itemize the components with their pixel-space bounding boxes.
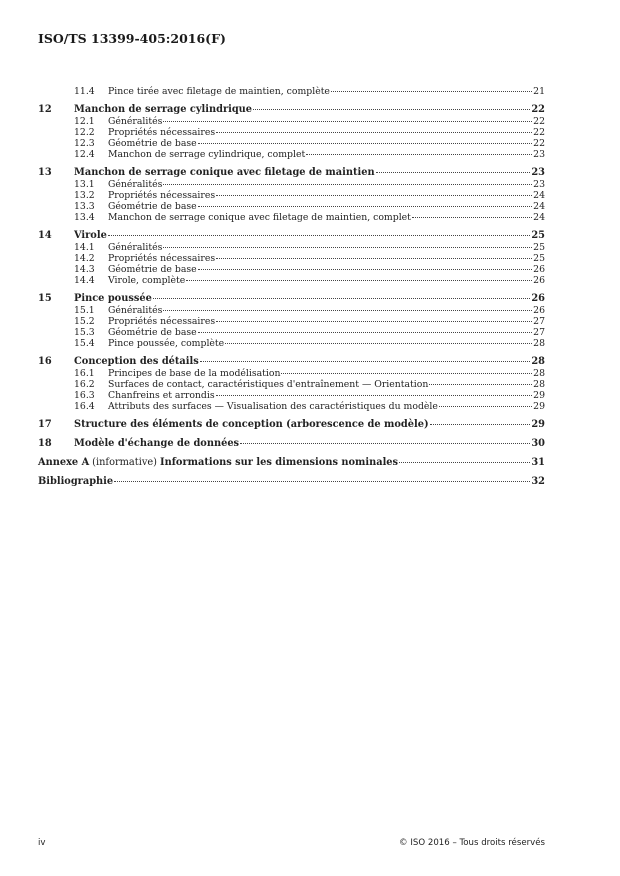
leader-dots — [163, 247, 532, 248]
entry-number: 16.2 — [74, 379, 95, 390]
entry-number: 15.3 — [74, 327, 95, 338]
leader-dots — [281, 373, 532, 374]
toc-section-heading[interactable] — [38, 229, 545, 242]
leader-dots — [163, 121, 532, 122]
leader-dots — [430, 424, 531, 425]
entry-page: 26 — [533, 264, 545, 275]
entry-number: 12.2 — [74, 127, 95, 138]
entry-number: 14.4 — [74, 275, 95, 286]
leader-dots — [200, 361, 531, 362]
entry-number: 16.3 — [74, 390, 95, 401]
entry-page: 27 — [533, 327, 545, 338]
leader-dots — [225, 343, 532, 344]
leader-dots — [216, 321, 532, 322]
page-number: iv — [38, 838, 46, 848]
document-id: ISO/TS 13399-405:2016(F) — [38, 31, 226, 46]
entry-title: Propriétés nécessaires — [108, 316, 216, 327]
entry-page: 24 — [533, 201, 545, 212]
toc-section — [38, 166, 545, 223]
toc-subentry[interactable] — [38, 201, 545, 212]
toc-subentry[interactable] — [38, 264, 545, 275]
entry-number: 14.1 — [74, 242, 95, 253]
entry-number: 16.4 — [74, 401, 95, 412]
entry-number: 13.4 — [74, 212, 95, 223]
leader-dots — [376, 172, 531, 173]
toc-section-heading[interactable] — [38, 103, 545, 116]
entry-number: 13.1 — [74, 179, 95, 190]
section-title: Pince poussée — [74, 293, 152, 304]
leader-dots — [216, 195, 532, 196]
entry-title: Géométrie de base — [108, 201, 197, 212]
annex-page: 31 — [531, 457, 545, 468]
toc-subentry[interactable] — [38, 138, 545, 149]
entry-page: 26 — [533, 275, 545, 286]
entry-title: Généralités — [108, 305, 163, 316]
entry-title: Propriétés nécessaires — [108, 253, 216, 264]
section-page: 30 — [531, 438, 545, 449]
entry-page: 23 — [533, 149, 545, 160]
toc-subentry[interactable] — [38, 379, 545, 390]
entry-title: Chanfreins et arrondis — [108, 390, 215, 401]
section-title: Manchon de serrage conique avec filetage de maintien — [74, 167, 375, 178]
toc-section-heading[interactable] — [38, 166, 545, 179]
entry-page: 29 — [533, 401, 545, 412]
entry-title: Généralités — [108, 242, 163, 253]
section-title: Conception des détails — [74, 356, 199, 367]
entry-number: 13.3 — [74, 201, 95, 212]
section-page: 22 — [531, 104, 545, 115]
toc-section-heading[interactable] — [38, 355, 545, 368]
entry-page: 25 — [533, 242, 545, 253]
leader-dots — [114, 481, 530, 482]
section-number: 17 — [38, 419, 52, 430]
leader-dots — [108, 235, 531, 236]
toc-subentry[interactable] — [38, 327, 545, 338]
entry-title: Pince tirée avec filetage de maintien, complète — [108, 86, 330, 97]
leader-dots — [306, 154, 532, 155]
entry-number: 14.2 — [74, 253, 95, 264]
entry-title: Manchon de serrage conique avec filetage de maintien, complet — [108, 212, 411, 223]
toc-subentry[interactable] — [38, 275, 545, 286]
leader-dots — [412, 217, 532, 218]
toc-subentry[interactable] — [38, 253, 545, 264]
leader-dots — [439, 406, 532, 407]
leader-dots — [216, 258, 532, 259]
leader-dots — [153, 298, 531, 299]
entry-title: Géométrie de base — [108, 138, 197, 149]
leader-dots — [198, 143, 532, 144]
toc-bibliography[interactable] — [38, 475, 545, 488]
toc-continuation — [38, 86, 545, 97]
toc-sections — [38, 103, 545, 450]
entry-page: 28 — [533, 338, 545, 349]
bibliography-title: Bibliographie — [38, 476, 114, 487]
entry-number: 14.3 — [74, 264, 95, 275]
leader-dots — [163, 310, 532, 311]
toc-subentry[interactable] — [38, 242, 545, 253]
section-number: 12 — [38, 104, 52, 115]
leader-dots — [253, 109, 530, 110]
entry-page: 24 — [533, 212, 545, 223]
toc-subentry[interactable] — [38, 212, 545, 223]
leader-dots — [240, 443, 530, 444]
leader-dots — [331, 91, 532, 92]
table-of-contents — [38, 86, 545, 494]
entry-number: 12.1 — [74, 116, 95, 127]
toc-section — [38, 418, 545, 431]
entry-page: 28 — [533, 379, 545, 390]
annex-qualifier: (informative) — [92, 457, 157, 468]
entry-title: Pince poussée, complète — [108, 338, 225, 349]
toc-section — [38, 229, 545, 286]
toc-subentry[interactable] — [38, 401, 545, 412]
entry-page: 25 — [533, 253, 545, 264]
entry-title: Géométrie de base — [108, 264, 197, 275]
entry-page: 29 — [533, 390, 545, 401]
leader-dots — [216, 395, 532, 396]
toc-subentry[interactable] — [38, 305, 545, 316]
entry-page: 22 — [533, 138, 545, 149]
toc-section — [38, 292, 545, 349]
entry-page: 22 — [533, 116, 545, 127]
toc-section-heading[interactable] — [38, 418, 545, 431]
section-page: 26 — [531, 293, 545, 304]
entry-title: Propriétés nécessaires — [108, 127, 216, 138]
section-number: 15 — [38, 293, 52, 304]
section-number: 13 — [38, 167, 52, 178]
leader-dots — [399, 462, 530, 463]
toc-subentry[interactable] — [38, 179, 545, 190]
leader-dots — [198, 206, 532, 207]
toc-section — [38, 103, 545, 160]
entry-number: 15.4 — [74, 338, 95, 349]
bibliography-page: 32 — [531, 476, 545, 487]
section-page: 23 — [531, 167, 545, 178]
section-page: 25 — [531, 230, 545, 241]
annex-label: Annexe A — [38, 457, 90, 468]
leader-dots — [163, 184, 532, 185]
leader-dots — [186, 280, 532, 281]
copyright-notice: © ISO 2016 – Tous droits réservés — [399, 838, 545, 848]
toc-subentry[interactable] — [38, 86, 545, 97]
entry-page: 27 — [533, 316, 545, 327]
entry-page: 22 — [533, 127, 545, 138]
entry-title: Virole, complète — [108, 275, 186, 286]
leader-dots — [216, 132, 532, 133]
entry-number: 11.4 — [74, 86, 95, 97]
entry-number: 13.2 — [74, 190, 95, 201]
entry-page: 23 — [533, 179, 545, 190]
entry-title: Géométrie de base — [108, 327, 197, 338]
toc-section-heading[interactable] — [38, 292, 545, 305]
entry-page: 26 — [533, 305, 545, 316]
toc-subentry[interactable] — [38, 316, 545, 327]
section-title: Virole — [74, 230, 107, 241]
toc-subentry[interactable] — [38, 368, 545, 379]
entry-title: Principes de base de la modélisation — [108, 368, 281, 379]
toc-subentry[interactable] — [38, 149, 545, 160]
section-number: 18 — [38, 438, 52, 449]
section-number: 16 — [38, 356, 52, 367]
entry-number: 15.2 — [74, 316, 95, 327]
toc-section-heading[interactable] — [38, 437, 545, 450]
entry-number: 16.1 — [74, 368, 95, 379]
toc-subentry[interactable] — [38, 338, 545, 349]
leader-dots — [429, 384, 532, 385]
toc-subentry[interactable] — [38, 116, 545, 127]
section-page: 29 — [531, 419, 545, 430]
toc-subentry[interactable] — [38, 190, 545, 201]
section-title: Manchon de serrage cylindrique — [74, 104, 253, 115]
toc-subentry[interactable] — [38, 127, 545, 138]
annex-title: Informations sur les dimensions nominales — [160, 457, 399, 468]
entry-number: 12.3 — [74, 138, 95, 149]
section-title: Structure des éléments de conception (arborescence de modèle) — [74, 419, 429, 430]
leader-dots — [198, 332, 532, 333]
entry-title: Propriétés nécessaires — [108, 190, 216, 201]
entry-title: Généralités — [108, 179, 163, 190]
section-number: 14 — [38, 230, 52, 241]
toc-annex[interactable] — [38, 456, 545, 469]
entry-title: Surfaces de contact, caractéristiques d'entraînement — Orientation — [108, 379, 429, 390]
toc-section — [38, 355, 545, 412]
toc-subentry[interactable] — [38, 390, 545, 401]
entry-number: 12.4 — [74, 149, 95, 160]
entry-title: Manchon de serrage cylindrique, complet — [108, 149, 306, 160]
entry-title: Généralités — [108, 116, 163, 127]
section-page: 28 — [531, 356, 545, 367]
entry-page: 24 — [533, 190, 545, 201]
toc-section — [38, 437, 545, 450]
entry-number: 15.1 — [74, 305, 95, 316]
entry-page: 21 — [533, 86, 545, 97]
leader-dots — [198, 269, 532, 270]
section-title: Modèle d'échange de données — [74, 438, 240, 449]
entry-title: Attributs des surfaces — Visualisation des caractéristiques du modèle — [108, 401, 438, 412]
entry-page: 28 — [533, 368, 545, 379]
